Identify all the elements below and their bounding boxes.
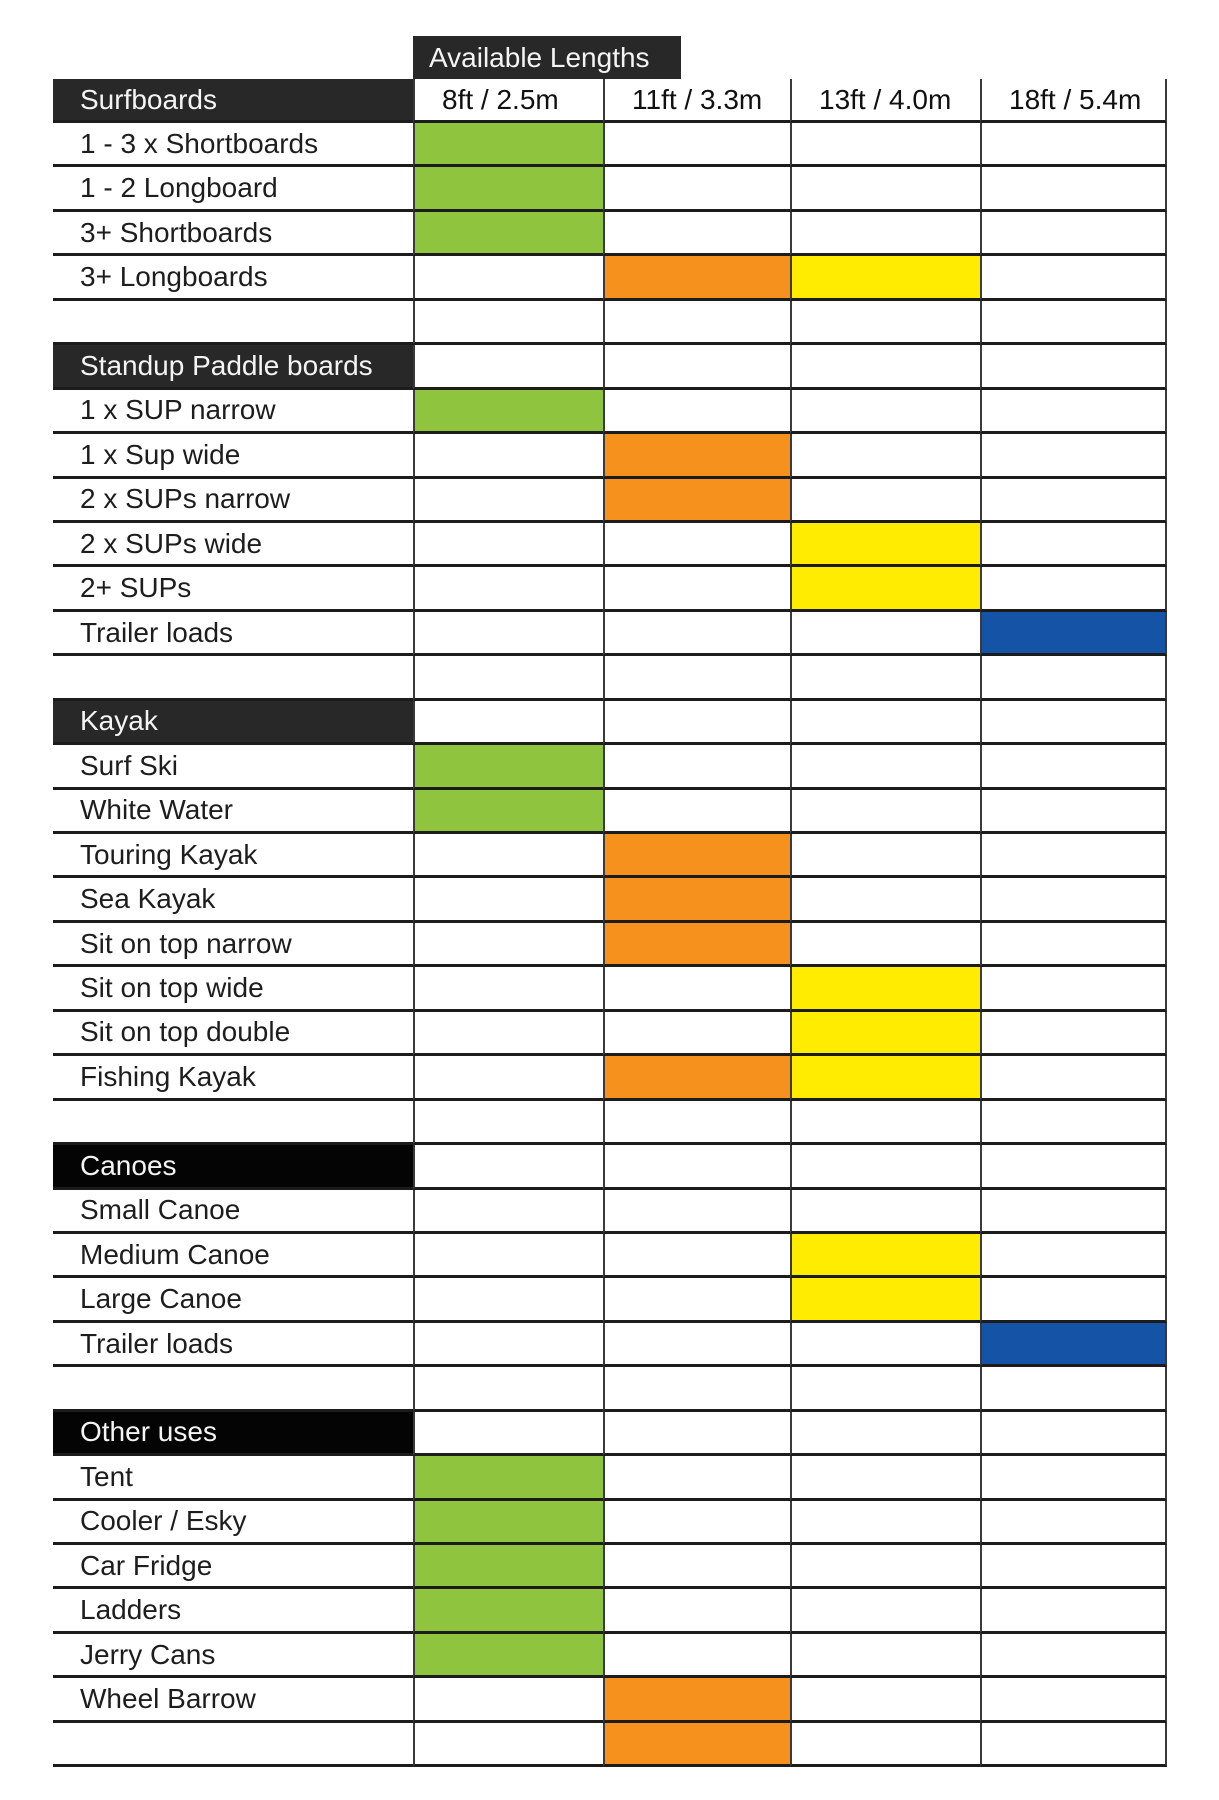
- section-row-cell: [413, 345, 603, 389]
- column-header: 18ft / 5.4m: [980, 79, 1167, 123]
- availability-cell-empty: [413, 479, 603, 523]
- availability-cell-blue: [980, 612, 1167, 656]
- row-label: 1 x SUP narrow: [53, 390, 413, 434]
- row-label: Jerry Cans: [53, 1634, 413, 1678]
- availability-cell-empty: [980, 1190, 1167, 1234]
- availability-cell-empty: [980, 1589, 1167, 1633]
- corner-section-header: Surfboards: [53, 79, 413, 123]
- availability-cell-orange: [603, 1723, 790, 1767]
- availability-cell-empty: [603, 167, 790, 211]
- spacer-cell: [413, 656, 603, 700]
- availability-cell-empty: [413, 1323, 603, 1367]
- availability-cell-empty: [413, 567, 603, 611]
- column-header: 8ft / 2.5m: [413, 79, 603, 123]
- availability-cell-empty: [603, 390, 790, 434]
- row-label: 2 x SUPs wide: [53, 523, 413, 567]
- availability-cell-empty: [603, 1634, 790, 1678]
- availability-cell-empty: [790, 167, 980, 211]
- availability-cell-empty: [413, 434, 603, 478]
- availability-grid: [53, 79, 1167, 1767]
- row-label: Trailer loads: [53, 1323, 413, 1367]
- availability-cell-orange: [603, 479, 790, 523]
- availability-cell-orange: [603, 878, 790, 922]
- availability-cell-empty: [980, 1456, 1167, 1500]
- availability-cell-empty: [980, 1501, 1167, 1545]
- row-label: Sit on top double: [53, 1012, 413, 1056]
- availability-cell-empty: [413, 834, 603, 878]
- availability-cell-empty: [790, 212, 980, 256]
- availability-cell-empty: [603, 967, 790, 1011]
- availability-cell-empty: [980, 212, 1167, 256]
- availability-cell-empty: [980, 567, 1167, 611]
- row-label: Large Canoe: [53, 1278, 413, 1322]
- availability-cell-empty: [980, 1545, 1167, 1589]
- spacer-cell: [980, 1367, 1167, 1411]
- section-row-cell: [790, 1145, 980, 1189]
- availability-cell-orange: [603, 923, 790, 967]
- availability-cell-empty: [413, 256, 603, 300]
- availability-cell-empty: [790, 612, 980, 656]
- availability-cell-empty: [980, 390, 1167, 434]
- row-label: Medium Canoe: [53, 1234, 413, 1278]
- availability-cell-green: [413, 790, 603, 834]
- availability-cell-empty: [980, 123, 1167, 167]
- availability-cell-empty: [413, 1056, 603, 1100]
- availability-cell-orange: [603, 834, 790, 878]
- spacer-cell: [603, 1367, 790, 1411]
- availability-cell-empty: [980, 167, 1167, 211]
- availability-cell-green: [413, 1545, 603, 1589]
- availability-cell-empty: [603, 1012, 790, 1056]
- spacer-cell: [53, 1101, 413, 1145]
- availability-cell-empty: [790, 878, 980, 922]
- availability-cell-empty: [790, 479, 980, 523]
- row-label: 1 - 3 x Shortboards: [53, 123, 413, 167]
- row-label: Surf Ski: [53, 745, 413, 789]
- availability-cell-green: [413, 1456, 603, 1500]
- available-lengths-title: Available Lengths: [413, 36, 681, 79]
- row-label: Small Canoe: [53, 1190, 413, 1234]
- availability-cell-empty: [603, 123, 790, 167]
- row-label: Cooler / Esky: [53, 1501, 413, 1545]
- availability-cell-orange: [603, 434, 790, 478]
- spacer-cell: [413, 301, 603, 345]
- availability-cell-yellow: [790, 567, 980, 611]
- row-label: 1 - 2 Longboard: [53, 167, 413, 211]
- spacer-cell: [980, 1101, 1167, 1145]
- availability-cell-empty: [603, 1589, 790, 1633]
- availability-cell-green: [413, 123, 603, 167]
- section-row-cell: [603, 1145, 790, 1189]
- row-label: Sea Kayak: [53, 878, 413, 922]
- row-label: 1 x Sup wide: [53, 434, 413, 478]
- row-label: Sit on top narrow: [53, 923, 413, 967]
- spacer-cell: [790, 301, 980, 345]
- availability-cell-empty: [790, 1190, 980, 1234]
- availability-cell-empty: [790, 390, 980, 434]
- availability-cell-yellow: [790, 1012, 980, 1056]
- availability-cell-yellow: [790, 1278, 980, 1322]
- row-label: [53, 1723, 413, 1767]
- availability-cell-empty: [790, 1545, 980, 1589]
- availability-cell-empty: [603, 1323, 790, 1367]
- availability-cell-empty: [790, 1323, 980, 1367]
- section-row-cell: [413, 701, 603, 745]
- spacer-cell: [790, 1101, 980, 1145]
- availability-cell-empty: [603, 212, 790, 256]
- availability-cell-empty: [980, 479, 1167, 523]
- section-row-cell: [980, 345, 1167, 389]
- spacer-cell: [413, 1367, 603, 1411]
- section-row-cell: [980, 701, 1167, 745]
- availability-cell-empty: [980, 1634, 1167, 1678]
- availability-cell-empty: [603, 612, 790, 656]
- row-label: 3+ Longboards: [53, 256, 413, 300]
- availability-cell-yellow: [790, 967, 980, 1011]
- availability-cell-empty: [603, 567, 790, 611]
- spacer-cell: [53, 656, 413, 700]
- availability-cell-empty: [980, 1278, 1167, 1322]
- section-row-cell: [413, 1145, 603, 1189]
- availability-cell-empty: [603, 1234, 790, 1278]
- availability-cell-empty: [413, 878, 603, 922]
- row-label: Sit on top wide: [53, 967, 413, 1011]
- spacer-cell: [980, 656, 1167, 700]
- availability-cell-yellow: [790, 256, 980, 300]
- availability-cell-empty: [790, 434, 980, 478]
- availability-cell-empty: [413, 1012, 603, 1056]
- availability-cell-empty: [413, 1190, 603, 1234]
- section-row-cell: [790, 345, 980, 389]
- availability-cell-empty: [790, 1634, 980, 1678]
- availability-cell-empty: [603, 1545, 790, 1589]
- availability-cell-empty: [980, 1234, 1167, 1278]
- availability-cell-empty: [790, 923, 980, 967]
- availability-cell-empty: [413, 612, 603, 656]
- section-row-cell: [603, 345, 790, 389]
- availability-cell-empty: [790, 1501, 980, 1545]
- availability-cell-empty: [790, 1456, 980, 1500]
- availability-cell-empty: [980, 1012, 1167, 1056]
- availability-cell-empty: [980, 1723, 1167, 1767]
- availability-cell-empty: [413, 1234, 603, 1278]
- spacer-cell: [413, 1101, 603, 1145]
- availability-cell-green: [413, 1634, 603, 1678]
- row-label: Trailer loads: [53, 612, 413, 656]
- spacer-cell: [603, 656, 790, 700]
- section-row-cell: [413, 1412, 603, 1456]
- section-row-cell: [603, 1412, 790, 1456]
- row-label: Fishing Kayak: [53, 1056, 413, 1100]
- availability-cell-yellow: [790, 1234, 980, 1278]
- availability-cell-empty: [980, 256, 1167, 300]
- availability-cell-empty: [790, 123, 980, 167]
- availability-cell-green: [413, 212, 603, 256]
- spacer-cell: [53, 301, 413, 345]
- availability-cell-orange: [603, 256, 790, 300]
- availability-cell-empty: [980, 1678, 1167, 1722]
- availability-cell-empty: [790, 790, 980, 834]
- availability-cell-empty: [603, 1456, 790, 1500]
- availability-cell-empty: [413, 923, 603, 967]
- availability-cell-empty: [413, 1723, 603, 1767]
- row-label: Tent: [53, 1456, 413, 1500]
- availability-cell-orange: [603, 1678, 790, 1722]
- availability-cell-green: [413, 1589, 603, 1633]
- availability-cell-empty: [603, 1501, 790, 1545]
- row-label: 2+ SUPs: [53, 567, 413, 611]
- row-label: Touring Kayak: [53, 834, 413, 878]
- availability-cell-empty: [603, 790, 790, 834]
- availability-cell-empty: [790, 1678, 980, 1722]
- availability-cell-empty: [603, 523, 790, 567]
- availability-cell-empty: [980, 523, 1167, 567]
- spacer-cell: [790, 1367, 980, 1411]
- availability-cell-empty: [980, 878, 1167, 922]
- row-label: Car Fridge: [53, 1545, 413, 1589]
- section-header: Kayak: [53, 701, 413, 745]
- availability-cell-empty: [980, 745, 1167, 789]
- availability-cell-empty: [413, 523, 603, 567]
- spacer-cell: [53, 1367, 413, 1411]
- availability-cell-empty: [980, 434, 1167, 478]
- availability-cell-empty: [980, 834, 1167, 878]
- row-label: Ladders: [53, 1589, 413, 1633]
- availability-cell-empty: [603, 745, 790, 789]
- section-header: Other uses: [53, 1412, 413, 1456]
- availability-cell-yellow: [790, 1056, 980, 1100]
- row-label: White Water: [53, 790, 413, 834]
- availability-cell-empty: [413, 967, 603, 1011]
- column-header: 11ft / 3.3m: [603, 79, 790, 123]
- row-label: Wheel Barrow: [53, 1678, 413, 1722]
- row-label: 3+ Shortboards: [53, 212, 413, 256]
- availability-cell-empty: [603, 1278, 790, 1322]
- section-row-cell: [790, 1412, 980, 1456]
- spacer-cell: [790, 656, 980, 700]
- availability-cell-green: [413, 390, 603, 434]
- section-row-cell: [980, 1412, 1167, 1456]
- section-row-cell: [980, 1145, 1167, 1189]
- row-label: 2 x SUPs narrow: [53, 479, 413, 523]
- availability-cell-empty: [413, 1278, 603, 1322]
- section-row-cell: [790, 701, 980, 745]
- spacer-cell: [603, 301, 790, 345]
- spacer-cell: [603, 1101, 790, 1145]
- availability-cell-blue: [980, 1323, 1167, 1367]
- availability-cell-orange: [603, 1056, 790, 1100]
- section-header: Canoes: [53, 1145, 413, 1189]
- availability-cell-empty: [980, 967, 1167, 1011]
- spacer-cell: [980, 301, 1167, 345]
- availability-cell-empty: [980, 923, 1167, 967]
- column-header: 13ft / 4.0m: [790, 79, 980, 123]
- section-row-cell: [603, 701, 790, 745]
- availability-cell-empty: [603, 1190, 790, 1234]
- availability-cell-yellow: [790, 523, 980, 567]
- availability-cell-empty: [413, 1678, 603, 1722]
- availability-cell-empty: [980, 1056, 1167, 1100]
- availability-cell-empty: [790, 1589, 980, 1633]
- section-header: Standup Paddle boards: [53, 345, 413, 389]
- availability-cell-green: [413, 1501, 603, 1545]
- availability-cell-green: [413, 745, 603, 789]
- availability-cell-empty: [790, 745, 980, 789]
- availability-cell-empty: [790, 834, 980, 878]
- availability-cell-green: [413, 167, 603, 211]
- availability-cell-empty: [980, 790, 1167, 834]
- availability-cell-empty: [790, 1723, 980, 1767]
